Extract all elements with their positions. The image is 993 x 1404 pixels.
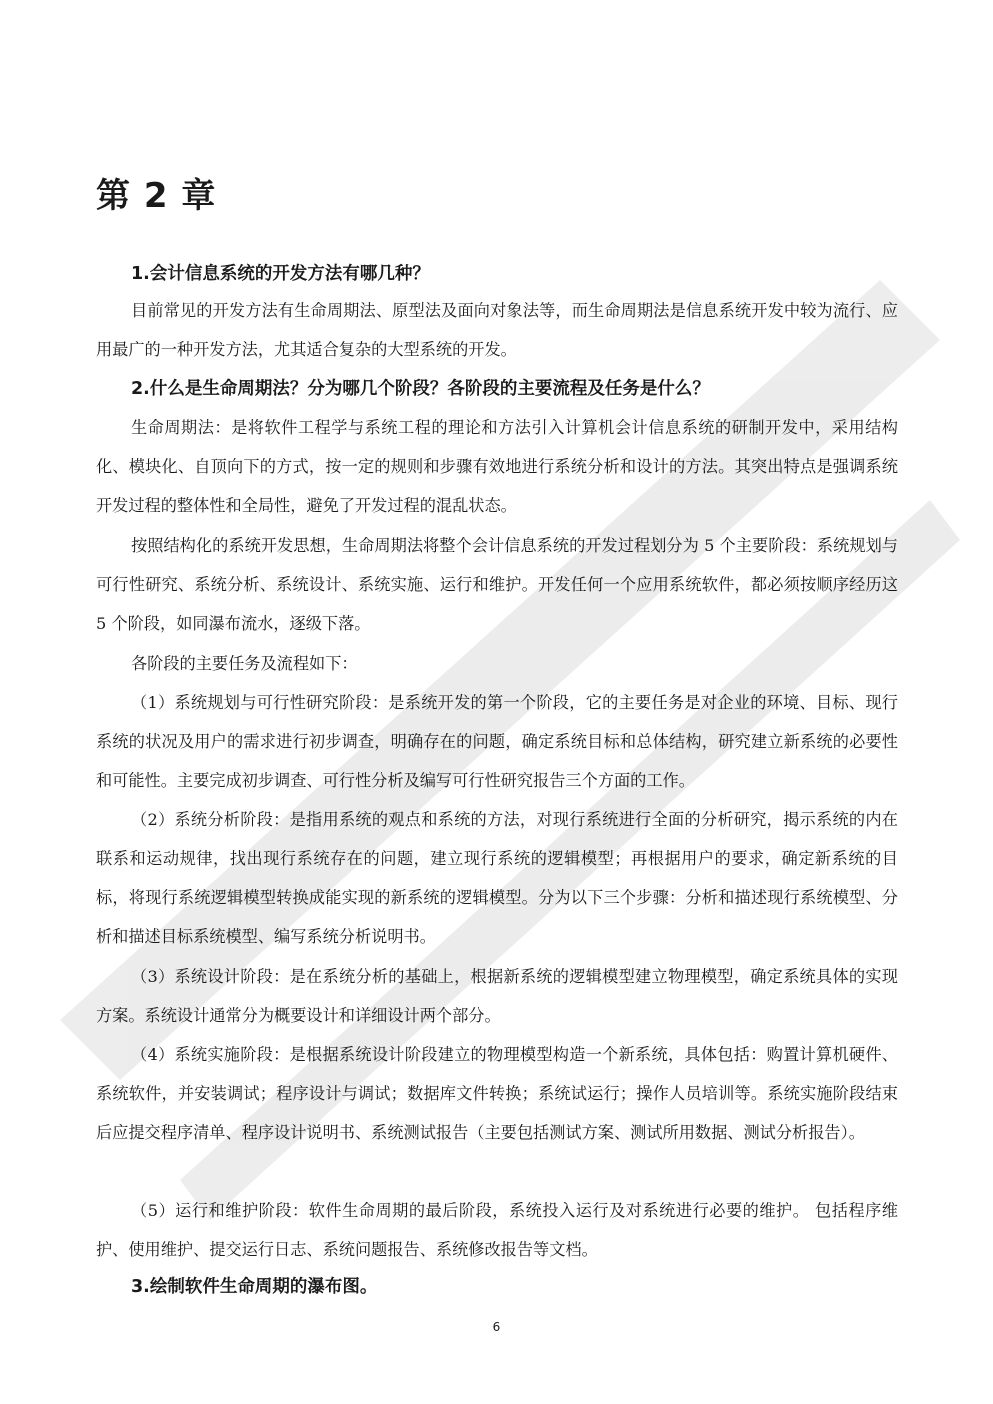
question-3: 3.绘制软件生命周期的瀑布图。 [131,1277,378,1297]
stage-2-paragraph: （2）系统分析阶段：是指用系统的观点和系统的方法，对现行系统进行全面的分析研究，揭示系统的内在联系和运动规律，找出现行系统存在的问题，建立现行系统的逻辑模型；再根据用户的要求，确定新系统的目标，将现行系统逻辑模型转换成能实现的新系统的逻辑模型。分为以下三个步骤：分析和描述现行系统模型、分析和描述目标系统模型、编写系统分析说明书。 [96,810,898,946]
stage-5-paragraph: （5）运行和维护阶段：软件生命周期的最后阶段，系统投入运行及对系统进行必要的维护。 包括程序维护、使用维护、提交运行日志、系统问题报告、系统修改报告等文档。 [96,1201,898,1259]
answer-2-paragraph-3: 各阶段的主要任务及流程如下： [131,654,358,673]
question-1: 1.会计信息系统的开发方法有哪几种？ [131,264,430,284]
answer-1-paragraph: 目前常见的开发方法有生命周期法、原型法及面向对象法等，而生命周期法是信息系统开发中较为流行、应用最广的一种开发方法，尤其适合复杂的大型系统的开发。 [96,301,898,359]
answer-2-paragraph-1: 生命周期法：是将软件工程学与系统工程的理论和方法引入计算机会计信息系统的研制开发中，采用结构化、模块化、自顶向下的方式，按一定的规则和步骤有效地进行系统分析和设计的方法。其突出特点是强调系统开发过程的整体性和全局性，避免了开发过程的混乱状态。 [96,418,898,515]
page-number: 6 [492,1320,501,1334]
stage-1-paragraph: （1）系统规划与可行性研究阶段：是系统开发的第一个阶段，它的主要任务是对企业的环境、目标、现行系统的状况及用户的需求进行初步调查，明确存在的问题，确定系统目标和总体结构，研究建立新系统的必要性和可能性。主要完成初步调查、可行性分析及编写可行性研究报告三个方面的工作。 [96,693,898,790]
stage-4-paragraph: （4）系统实施阶段：是根据系统设计阶段建立的物理模型构造一个新系统，具体包括：购置计算机硬件、系统软件，并安装调试；程序设计与调试；数据库文件转换；系统试运行；操作人员培训等。系统实施阶段结束后应提交程序清单、程序设计说明书、系统测试报告（主要包括测试方案、测试所用数据、测试分析报告）。 [96,1045,898,1142]
chapter-title: 第 2 章 [96,176,217,216]
question-2: 2.什么是生命周期法？分为哪几个阶段？各阶段的主要流程及任务是什么？ [131,379,710,399]
stage-3-paragraph: （3）系统设计阶段：是在系统分析的基础上，根据新系统的逻辑模型建立物理模型，确定系统具体的实现方案。系统设计通常分为概要设计和详细设计两个部分。 [96,967,898,1025]
answer-2-paragraph-2: 按照结构化的系统开发思想，生命周期法将整个会计信息系统的开发过程划分为 5 个主要阶段：系统规划与可行性研究、系统分析、系统设计、系统实施、运行和维护。开发任何一个应用系统软件，都必须按顺序经历这 5 个阶段，如同瀑布流水，逐级下落。 [96,536,898,633]
